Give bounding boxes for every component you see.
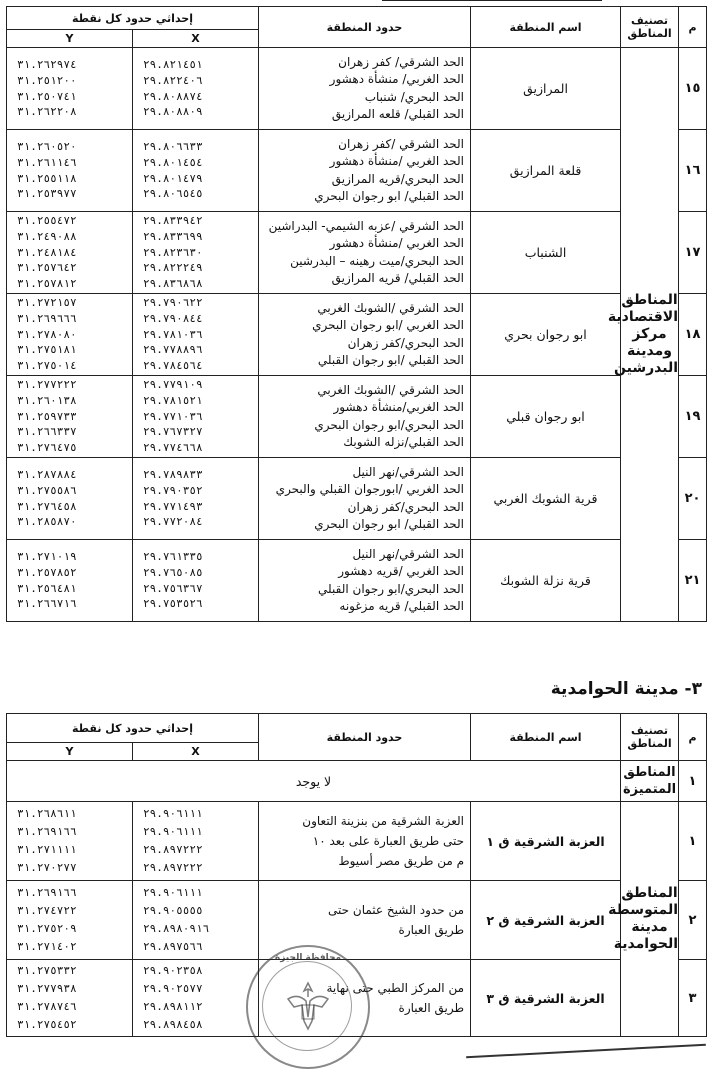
boundaries-cell: الحد الشرقي /الشوبك الغربي الحد الغربي/منشأة دهشور الحد البحري/ابو رجوان البحري الحد القبلي/نزله الشوبك: [259, 376, 471, 458]
area-name: العزبة الشرقية ق ٢: [471, 881, 621, 960]
x-coords: ٢٩.٧٦١٣٣٥ ٢٩.٧٦٥٠٨٥ ٢٩.٧٥٦٣٦٧ ٢٩.٧٥٣٥٢٦: [133, 540, 259, 622]
area-name: ابو رجوان قبلي: [471, 376, 621, 458]
header-classification: تصنيف المناطق: [621, 714, 679, 761]
header-index: م: [679, 714, 707, 761]
x-coords: ٢٩.٧٩٠٦٢٢ ٢٩.٧٩٠٨٤٤ ٢٩.٧٨١٠٣٦ ٢٩.٧٧٨٨٩٦ ٢٩.٧٨٤٥٦٤: [133, 294, 259, 376]
boundaries-cell: من المركز الطبي حتى نهاية طريق العبارة: [259, 960, 471, 1037]
header-area-name: اسم المنطقة: [471, 714, 621, 761]
x-coords: ٢٩.٧٨٩٨٣٣ ٢٩.٧٩٠٣٥٢ ٢٩.٧٧١٤٩٣ ٢٩.٧٧٢٠٨٤: [133, 458, 259, 540]
eagle-emblem-icon: [278, 977, 338, 1037]
table-row: ١٨ ابو رجوان بحري الحد الشرقي /الشوبك الغربي الحد الغربي /ابو رجوان البحري الحد البحري/كفر زهران الحد القبلي /ابو رجوان القبلي ٢٩.٧٩٠٦٢٢ ٢٩.٧٩٠٨٤٤ ٢٩.٧٨١٠٣٦ ٢٩.٧٧٨٨٩٦ ٢٩.٧٨٤٥٦٤ ٣١.٢٧٢١٥٧ ٣١.٢٦٩٦٦٦ ٣١.٢٧٨٠٨٠ ٣١.٢٧٥١٨١ ٣١.٢٧٥٠١٤: [7, 294, 707, 376]
header-index: م: [679, 7, 707, 48]
y-coords: ٣١.٢٧٢١٥٧ ٣١.٢٦٩٦٦٦ ٣١.٢٧٨٠٨٠ ٣١.٢٧٥١٨١ ٣١.٢٧٥٠١٤: [7, 294, 133, 376]
y-coords: ٣١.٢٦٩١٦٦ ٣١.٢٧٤٧٢٢ ٣١.٢٧٥٢٠٩ ٣١.٢٧١٤٠٢: [7, 881, 133, 960]
header-x: X: [133, 30, 259, 48]
x-coords: ٢٩.٩٠٢٣٥٨ ٢٩.٩٠٢٥٧٧ ٢٩.٨٩٨١١٢ ٢٩.٨٩٨٤٥٨: [133, 960, 259, 1037]
table-row: ٢١ قرية نزلة الشوبك الحد الشرقي/نهر النيل الحد الغربي /قريه دهشور الحد البحري/ابو رجوان القبلي الحد القبلي/ قريه مزغونه ٢٩.٧٦١٣٣٥ ٢٩.٧٦٥٠٨٥ ٢٩.٧٥٦٣٦٧ ٢٩.٧٥٣٥٢٦ ٣١.٢٧١٠١٩ ٣١.٢٥٧٨٥٢ ٣١.٢٥٦٤٨١ ٣١.٢٦٦٧١٦: [7, 540, 707, 622]
area-name: قرية الشوبك الغربي: [471, 458, 621, 540]
economic-areas-table: [6, 6, 707, 622]
header-x: X: [133, 743, 259, 761]
y-coords: ٣١.٢٥٥٤٧٢ ٣١.٢٤٩٠٨٨ ٣١.٢٤٨١٨٤ ٣١.٢٥٧٦٤٢ ٣١.٢٥٧٨١٢: [7, 212, 133, 294]
y-coords: ٣١.٢٧٥٣٣٢ ٣١.٢٧٧٩٣٨ ٣١.٢٧٨٧٤٦ ٣١.٢٧٥٤٥٢: [7, 960, 133, 1037]
header-y: Y: [7, 30, 133, 48]
y-coords: ٣١.٢٧١٠١٩ ٣١.٢٥٧٨٥٢ ٣١.٢٥٦٤٨١ ٣١.٢٦٦٧١٦: [7, 540, 133, 622]
header-boundaries: حدود المنطقة: [259, 714, 471, 761]
boundaries-cell: العزبة الشرقية من بنزينة التعاون حتى طريق العبارة على بعد ١٠ م من طريق مصر أسيوط: [259, 802, 471, 881]
classification-cell: المناطق المتميزة: [621, 761, 679, 802]
header-boundaries: حدود المنطقة: [259, 7, 471, 48]
boundaries-cell: الحد الشرقي /عزبه الشيمي- البدراشين الحد الغربي /منشأة دهشور الحد البحري/ميت رهينه – البدرشين الحد القبلي/ قريه المرازيق: [259, 212, 471, 294]
table-row: ١٥ المناطق الاقتصادية مركز ومدينة البدرشين المرازيق الحد الشرقي/ كفر زهران الحد الغربي/ منشأة دهشور الحد البحري/ شنباب الحد القبلي/ قلعه المرازيق ٢٩.٨٢١٤٥١ ٢٩.٨٢٢٤٠٦ ٢٩.٨٠٨٨٧٤ ٢٩.٨٠٨٨٠٩ ٣١.٢٦٢٩٧٤ ٣١.٢٥١٢٠٠ ٣١.٢٥٠٧٤١ ٣١.٢٦٢٢٠٨: [7, 48, 707, 130]
boundaries-cell: الحد الشرقي/نهر النيل الحد الغربي /ابورجوان القبلي والبحري الحد البحري/كفر زهران الحد القبلي/ ابو رجوان البحري: [259, 458, 471, 540]
x-coords: ٢٩.٨٣٣٩٤٢ ٢٩.٨٣٣٦٩٩ ٢٩.٨٢٣٦٣٠ ٢٩.٨٢٢٢٤٩ ٢٩.٨٣٦٨٦٨: [133, 212, 259, 294]
y-coords: ٣١.٢٦٨٦١١ ٣١.٢٦٩١٦٦ ٣١.٢٧١١١١ ٣١.٢٧٠٢٧٧: [7, 802, 133, 881]
table-row: ٢ العزبة الشرقية ق ٢ من حدود الشيخ عثمان حتى طريق العبارة ٢٩.٩٠٦١١١ ٢٩.٩٠٥٥٥٥ ٢٩.٨٩٨٠٩١٦ ٢٩.٨٩٧٥٦٦ ٣١.٢٦٩١٦٦ ٣١.٢٧٤٧٢٢ ٣١.٢٧٥٢٠٩ ٣١.٢٧١٤٠٢: [7, 881, 707, 960]
boundaries-cell: الحد الشرقي/ كفر زهران الحد الغربي/ منشأة دهشور الحد البحري/ شنباب الحد القبلي/ قلعه المرازيق: [259, 48, 471, 130]
none-text: لا يوجد: [7, 761, 621, 802]
boundaries-cell: الحد الشرقي/نهر النيل الحد الغربي /قريه دهشور الحد البحري/ابو رجوان القبلي الحد القبلي/ قريه مزغونه: [259, 540, 471, 622]
header-area-name: اسم المنطقة: [471, 7, 621, 48]
header-classification: تصنيف المناطق: [621, 7, 679, 48]
header-y: Y: [7, 743, 133, 761]
y-coords: ٣١.٢٦٠٥٢٠ ٣١.٢٦١١٤٦ ٣١.٢٥٥١١٨ ٣١.٢٥٣٩٧٧: [7, 130, 133, 212]
x-coords: ٢٩.٨٠٦٦٣٣ ٢٩.٨٠١٤٥٤ ٢٩.٨٠١٤٧٩ ٢٩.٨٠٦٥٤٥: [133, 130, 259, 212]
y-coords: ٣١.٢٧٧٢٢٢ ٣١.٢٦٠١٣٨ ٣١.٢٥٩٧٣٣ ٣١.٢٦٦٣٣٧ ٣١.٢٧٦٤٧٥: [7, 376, 133, 458]
area-name: الشنباب: [471, 212, 621, 294]
classification-cell: المناطق الاقتصادية مركز ومدينة البدرشين: [621, 48, 679, 622]
table-row: ١ المناطق المتميزة لا يوجد: [7, 761, 707, 802]
boundaries-cell: الحد الشرقي /كفر زهران الحد الغربي /منشأة دهشور الحد البحري/قريه المرازيق الحد القبلي/ ابو رجوان البحري: [259, 130, 471, 212]
stamp-label: محافظة الجيزة: [274, 953, 342, 963]
x-coords: ٢٩.٩٠٦١١١ ٢٩.٩٠٥٥٥٥ ٢٩.٨٩٨٠٩١٦ ٢٩.٨٩٧٥٦٦: [133, 881, 259, 960]
area-name: العزبة الشرقية ق ١: [471, 802, 621, 881]
x-coords: ٢٩.٧٧٩١٠٩ ٢٩.٧٨١٥٢١ ٢٩.٧٧١٠٣٦ ٢٩.٧٦٧٣٢٧ ٢٩.٧٧٤٦٦٨: [133, 376, 259, 458]
table-row: ١ المناطق المتوسطة مدينة الحوامدية العزبة الشرقية ق ١ العزبة الشرقية من بنزينة التعاون حتى طريق العبارة على بعد ١٠ م من طريق مصر أسيوط ٢٩.٩٠٦١١١ ٢٩.٩٠٦١١١ ٢٩.٨٩٧٢٢٢ ٢٩.٨٩٧٢٢٢ ٣١.٢٦٨٦١١ ٣١.٢٦٩١٦٦ ٣١.٢٧١١١١ ٣١.٢٧٠٢٧٧: [7, 802, 707, 881]
header-coordinates: إحداثي حدود كل نقطة: [7, 714, 259, 743]
table-row: ٢٠ قرية الشوبك الغربي الحد الشرقي/نهر النيل الحد الغربي /ابورجوان القبلي والبحري الحد البحري/كفر زهران الحد القبلي/ ابو رجوان البحري ٢٩.٧٨٩٨٣٣ ٢٩.٧٩٠٣٥٢ ٢٩.٧٧١٤٩٣ ٢٩.٧٧٢٠٨٤ ٣١.٢٨٧٨٨٤ ٣١.٢٧٥٥٨٦ ٣١.٢٧٦٤٥٨ ٣١.٢٨٥٨٧٠: [7, 458, 707, 540]
x-coords: ٢٩.٨٢١٤٥١ ٢٩.٨٢٢٤٠٦ ٢٩.٨٠٨٨٧٤ ٢٩.٨٠٨٨٠٩: [133, 48, 259, 130]
table-row: ٣ العزبة الشرقية ق ٣ من المركز الطبي حتى نهاية طريق العبارة ٢٩.٩٠٢٣٥٨ ٢٩.٩٠٢٥٧٧ ٢٩.٨٩٨١١٢ ٢٩.٨٩٨٤٥٨ ٣١.٢٧٥٣٣٢ ٣١.٢٧٧٩٣٨ ٣١.٢٧٨٧٤٦ ٣١.٢٧٥٤٥٢: [7, 960, 707, 1037]
area-name: ابو رجوان بحري: [471, 294, 621, 376]
classification-cell: المناطق المتوسطة مدينة الحوامدية: [621, 802, 679, 1037]
y-coords: ٣١.٢٦٢٩٧٤ ٣١.٢٥١٢٠٠ ٣١.٢٥٠٧٤١ ٣١.٢٦٢٢٠٨: [7, 48, 133, 130]
area-name: العزبة الشرقية ق ٣: [471, 960, 621, 1037]
header-coordinates: إحداثي حدود كل نقطة: [7, 7, 259, 30]
table-row: ١٩ ابو رجوان قبلي الحد الشرقي /الشوبك الغربي الحد الغربي/منشأة دهشور الحد البحري/ابو رجوان البحري الحد القبلي/نزله الشوبك ٢٩.٧٧٩١٠٩ ٢٩.٧٨١٥٢١ ٢٩.٧٧١٠٣٦ ٢٩.٧٦٧٣٢٧ ٢٩.٧٧٤٦٦٨ ٣١.٢٧٧٢٢٢ ٣١.٢٦٠١٣٨ ٣١.٢٥٩٧٣٣ ٣١.٢٦٦٣٣٧ ٣١.٢٧٦٤٧٥: [7, 376, 707, 458]
page-fold-line: [466, 1044, 706, 1059]
boundaries-cell: من حدود الشيخ عثمان حتى طريق العبارة: [259, 881, 471, 960]
y-coords: ٣١.٢٨٧٨٨٤ ٣١.٢٧٥٥٨٦ ٣١.٢٧٦٤٥٨ ٣١.٢٨٥٨٧٠: [7, 458, 133, 540]
official-stamp: [246, 945, 370, 1069]
area-name: قرية نزلة الشوبك: [471, 540, 621, 622]
table-row: ١٧ الشنباب الحد الشرقي /عزبه الشيمي- البدراشين الحد الغربي /منشأة دهشور الحد البحري/ميت رهينه – البدرشين الحد القبلي/ قريه المرازيق ٢٩.٨٣٣٩٤٢ ٢٩.٨٣٣٦٩٩ ٢٩.٨٢٣٦٣٠ ٢٩.٨٢٢٢٤٩ ٢٩.٨٣٦٨٦٨ ٣١.٢٥٥٤٧٢ ٣١.٢٤٩٠٨٨ ٣١.٢٤٨١٨٤ ٣١.٢٥٧٦٤٢ ٣١.٢٥٧٨١٢: [7, 212, 707, 294]
boundaries-cell: الحد الشرقي /الشوبك الغربي الحد الغربي /ابو رجوان البحري الحد البحري/كفر زهران الحد القبلي /ابو رجوان القبلي: [259, 294, 471, 376]
top-rule: [382, 0, 602, 1]
area-name: المرازيق: [471, 48, 621, 130]
x-coords: ٢٩.٩٠٦١١١ ٢٩.٩٠٦١١١ ٢٩.٨٩٧٢٢٢ ٢٩.٨٩٧٢٢٢: [133, 802, 259, 881]
section-title: ٣- مدينة الحوامدية: [550, 679, 702, 699]
table-row: ١٦ قلعة المرازيق الحد الشرقي /كفر زهران الحد الغربي /منشأة دهشور الحد البحري/قريه المرازيق الحد القبلي/ ابو رجوان البحري ٢٩.٨٠٦٦٣٣ ٢٩.٨٠١٤٥٤ ٢٩.٨٠١٤٧٩ ٢٩.٨٠٦٥٤٥ ٣١.٢٦٠٥٢٠ ٣١.٢٦١١٤٦ ٣١.٢٥٥١١٨ ٣١.٢٥٣٩٧٧: [7, 130, 707, 212]
area-name: قلعة المرازيق: [471, 130, 621, 212]
